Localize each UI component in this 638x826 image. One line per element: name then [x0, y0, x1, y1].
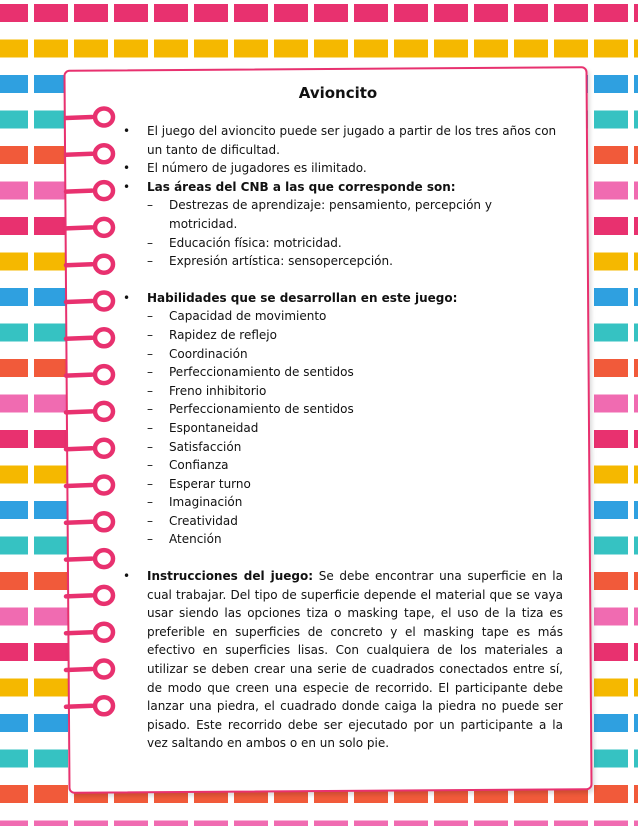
stripe-block [0, 466, 28, 484]
sublist-item: – Rapidez de reflejo [147, 326, 563, 345]
stripe-block [514, 40, 548, 58]
stripe-block [594, 111, 628, 129]
sublist-item: – Satisfacción [147, 438, 563, 457]
stripe-block [0, 111, 28, 129]
stripe-block [0, 75, 28, 93]
stripe-block [154, 4, 188, 22]
stripe-block [594, 430, 628, 448]
stripe-block [274, 4, 308, 22]
stripe-block [634, 40, 638, 58]
stripe-block [34, 146, 68, 164]
stripe-block [0, 501, 28, 519]
spacer [113, 549, 563, 567]
stripe-block [594, 146, 628, 164]
sublist-item: – Confianza [147, 456, 563, 475]
stripe-block [554, 821, 588, 826]
stripe-block [594, 253, 628, 271]
stripe-block [634, 288, 638, 306]
stripe-block [34, 750, 68, 768]
stripe-block [634, 821, 638, 826]
stripe-block [114, 821, 148, 826]
stripe-block [594, 324, 628, 342]
bullet-text: El número de jugadores es ilimitado. [147, 161, 367, 176]
stripe-block [0, 608, 28, 626]
stripe-block [594, 217, 628, 235]
stripe-block [634, 608, 638, 626]
stripe-block [594, 4, 628, 22]
stripe-block [634, 785, 638, 803]
list-item [113, 122, 563, 159]
skills-heading: Habilidades que se desarrollan en este juego: [147, 290, 458, 305]
stripe-block [594, 288, 628, 306]
stripe-block [634, 359, 638, 377]
stripe-block [594, 679, 628, 697]
sublist-item: – Creatividad [147, 512, 563, 531]
stripe-block [234, 4, 268, 22]
stripe-block [394, 4, 428, 22]
stripe-block [594, 182, 628, 200]
stripe-block [634, 146, 638, 164]
sublist-item: – Freno inhibitorio [147, 382, 563, 401]
stripe-block [34, 608, 68, 626]
stripe-block [634, 714, 638, 732]
stripe-block [514, 821, 548, 826]
areas-sublist [147, 196, 563, 270]
stripe-block [634, 430, 638, 448]
sublist-item: – Expresión artística: sensopercepción. [147, 252, 563, 271]
stripe-block [234, 40, 268, 58]
stripe-block [634, 111, 638, 129]
stripe-block [634, 537, 638, 555]
stripe-block [594, 785, 628, 803]
stripe-block [0, 821, 28, 826]
stripe-block [554, 40, 588, 58]
stripe-block [234, 821, 268, 826]
stripe-block [594, 714, 628, 732]
stripe-block [0, 679, 28, 697]
stripe-block [0, 146, 28, 164]
spacer [113, 271, 563, 289]
stripe-block [194, 4, 228, 22]
stripe-block [474, 4, 508, 22]
list-item-instructions [113, 567, 563, 753]
stripe-block [0, 537, 28, 555]
stripe-block [634, 324, 638, 342]
stripe-block [114, 40, 148, 58]
sublist-item: – Perfeccionamiento de sentidos [147, 400, 563, 419]
sublist-item: – Espontaneidad [147, 419, 563, 438]
stripe-block [0, 430, 28, 448]
stripe-block [0, 750, 28, 768]
stripe-block [34, 501, 68, 519]
stripe-block [0, 395, 28, 413]
stripe-block [594, 40, 628, 58]
stripe-block [34, 679, 68, 697]
sublist-item: – Esperar turno [147, 475, 563, 494]
stripe-block [34, 714, 68, 732]
stripe-block [594, 501, 628, 519]
skills-sublist [147, 307, 563, 549]
stripe-block [0, 324, 28, 342]
stripe-block [34, 466, 68, 484]
document-content [113, 78, 563, 753]
stripe-block [634, 679, 638, 697]
stripe-block [394, 40, 428, 58]
stripe-block [474, 821, 508, 826]
sublist-item: – Imaginación [147, 493, 563, 512]
stripe-block [34, 182, 68, 200]
stripe-block [74, 821, 108, 826]
stripe-block [634, 4, 638, 22]
stripe-block [434, 821, 468, 826]
stripe-block [0, 288, 28, 306]
stripe-block [634, 253, 638, 271]
sublist-item: – Coordinación [147, 345, 563, 364]
stripe-block [314, 821, 348, 826]
stripe-block [194, 40, 228, 58]
stripe-block [634, 395, 638, 413]
page-title: Avioncito [298, 84, 378, 102]
stripe-block [0, 253, 28, 271]
stripe-block [0, 643, 28, 661]
sublist-item: – Destrezas de aprendizaje: pensamiento, percepción y motricidad. [147, 196, 563, 233]
stripe-block [434, 4, 468, 22]
stripe-block [34, 643, 68, 661]
stripe-block [594, 821, 628, 826]
stripe-block [634, 750, 638, 768]
stripe-block [594, 466, 628, 484]
stripe-block [474, 40, 508, 58]
stripe-block [0, 4, 28, 22]
stripe-block [34, 572, 68, 590]
stripe-block [514, 4, 548, 22]
stripe-block [34, 324, 68, 342]
stripe-block [594, 750, 628, 768]
stripe-block [394, 821, 428, 826]
stripe-block [34, 288, 68, 306]
stripe-block [634, 466, 638, 484]
sublist-item: – Capacidad de movimiento [147, 307, 563, 326]
stripe-block [0, 217, 28, 235]
stripe-block [154, 821, 188, 826]
sublist-item: – Educación física: motricidad. [147, 234, 563, 253]
stripe-block [34, 359, 68, 377]
stripe-block [434, 40, 468, 58]
stripe-block [34, 785, 68, 803]
bullet-list [113, 122, 563, 753]
instructions-text: Se debe encontrar una superficie en la cual trabajar. Del tipo de superficie depende el material que se vaya usar siendo las opciones tiza o masking tape, el uso de la tiza es preferible en superficies de concreto y el masking tape es más efectivo en superficies lisas. Con cualquiera de los materiales a utilizar se deben crear una serie de cuadrados conectados entre sí, de modo que creen una especie de recorrido. El participante debe lanzar una piedra, el cuadrado donde caiga la piedra no puede ser pisado. Este recorrido debe ser ejecutado por un participante a la vez saltando en ambos o en un solo pie. [147, 569, 563, 751]
stripe-block [634, 182, 638, 200]
stripe-block [34, 4, 68, 22]
stripe-block [0, 359, 28, 377]
stripe-block [594, 643, 628, 661]
list-item-skills [113, 289, 563, 549]
bullet-text: El juego del avioncito puede ser jugado a partir de los tres años con un tanto de dificultad. [147, 124, 557, 157]
stripe-block [34, 40, 68, 58]
stripe-block [74, 40, 108, 58]
stripe-block [34, 253, 68, 271]
stripe-block [354, 4, 388, 22]
stripe-block [314, 40, 348, 58]
stripe-block [0, 714, 28, 732]
stripe-block [34, 537, 68, 555]
stripe-block [194, 821, 228, 826]
stripe-block [0, 785, 28, 803]
stripe-block [634, 572, 638, 590]
stripe-block [114, 4, 148, 22]
stripe-block [594, 395, 628, 413]
stripe-block [634, 501, 638, 519]
stripe-block [0, 40, 28, 58]
stripe-block [594, 608, 628, 626]
stripe-block [154, 40, 188, 58]
areas-heading: Las áreas del CNB a las que corresponde son: [147, 179, 456, 194]
stripe-block [594, 75, 628, 93]
sublist-item: – Atención [147, 530, 563, 549]
stripe-block [74, 4, 108, 22]
stripe-block [34, 395, 68, 413]
stripe-block [594, 572, 628, 590]
stripe-block [594, 359, 628, 377]
stripe-block [354, 40, 388, 58]
sublist-item: – Perfeccionamiento de sentidos [147, 363, 563, 382]
stripe-block [34, 821, 68, 826]
list-item-areas [113, 178, 563, 271]
list-item [113, 159, 563, 178]
instructions-heading: Instrucciones del juego: [147, 569, 314, 584]
stripe-block [0, 182, 28, 200]
stripe-block [34, 430, 68, 448]
stripe-block [0, 572, 28, 590]
stripe-block [274, 821, 308, 826]
stripe-block [354, 821, 388, 826]
stripe-block [554, 4, 588, 22]
stripe-block [634, 643, 638, 661]
stripe-block [594, 537, 628, 555]
stripe-block [314, 4, 348, 22]
stripe-block [634, 75, 638, 93]
stripe-block [274, 40, 308, 58]
stripe-block [34, 217, 68, 235]
stripe-block [634, 217, 638, 235]
